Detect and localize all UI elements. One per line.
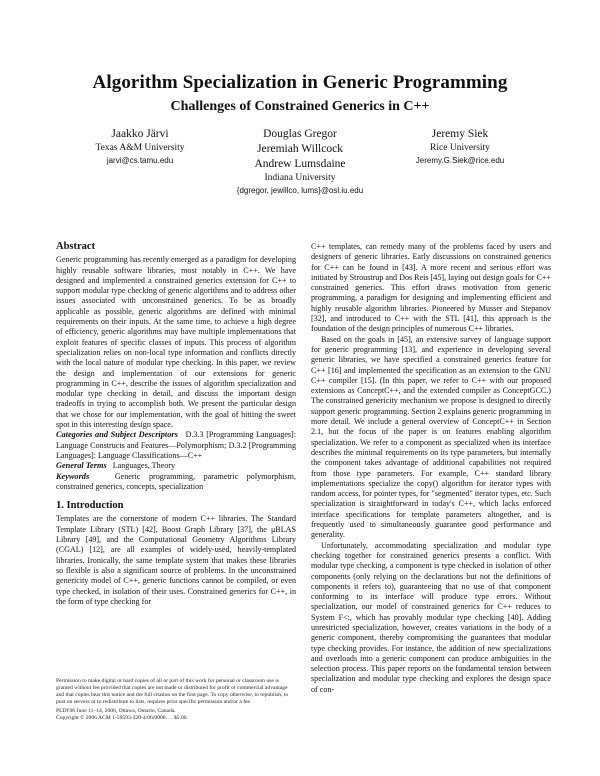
copyright-footnote (56, 678, 296, 722)
author-name: Jaakko Järvi (111, 128, 169, 140)
author-email: Jeremy.G.Siek@rice.edu (415, 155, 505, 165)
introduction-text: Templates are the cornerstone of modern C++ libraries. The Standard Template Library (STL) [42], Boost Graph Library [37], the μBLAS Library [49], and the Computational Geometry Algorithms Library (CGAL) [12], are all examples of widely-used, heavily-templated libraries. Ironically, the same template system that makes these libraries so flexible is also a significant source of problems. In the unconstrained genericity model of C++, generic functions cannot be compiled, or even type checked, in isolation of their uses. Constrained generics for C++, in the form of type checking for (56, 514, 296, 606)
abstract-heading: Abstract (56, 241, 96, 252)
author-block-2 (228, 127, 372, 197)
author-email: jarvi@cs.tamu.edu (106, 155, 174, 165)
author-block-3 (390, 127, 530, 167)
copyright-line: Copyright © 2006 ACM 1-59593-320-4/06/0006. . . $5.00. (56, 715, 188, 721)
general-terms-text: Languages, Theory (112, 461, 176, 471)
author-name: Douglas Gregor (263, 128, 337, 140)
keywords-text: Generic programming, parametric polymorphism, constrained generics, concepts, specialization (56, 471, 296, 491)
left-column (56, 242, 296, 607)
right-column (311, 242, 551, 695)
author-name: Jeremy Siek (431, 128, 489, 140)
categories-text: D.3.3 [Programming Languages]: Language Constructs and Features—Polymorphism; D.3.2 [Programming Languages]: Language Classifications—C++ (56, 430, 296, 460)
abstract-text: Generic programming has recently emerged as a paradigm for developing highly reusable software libraries, most notably in C++. We have designed and implemented a constrained generics extension for C++ to support modular type checking of generic algorithms and to address other issues associated with unconstrained generics. To be as broadly applicable as possible, generic algorithms are defined with minimal requirements on their inputs. At the same time, to achieve a high degree of efficiency, generic algorithms may have multiple implementations that exploit features of specific classes of inputs. This process of algorithm specialization relies on non-local type information and conflicts directly with the local nature of modular type checking. In this paper, we review the design and implementation of our extensions for generic programming in C++, describe the issues of algorithm specialization and modular type checking in detail, and discuss the important design tradeoffs in trying to accomplish both. We present the particular design that we chose for our implementation, with the goal of hitting the sweet spot in this interesting design space. (56, 255, 296, 430)
paper-title: Algorithm Specialization in Generic Programming (92, 72, 508, 93)
keywords-block (56, 472, 296, 493)
general-terms-block (56, 461, 296, 471)
author-name: Andrew Lumsdaine (254, 158, 346, 170)
right-paragraph-1: C++ templates, can remedy many of the problems faced by users and designers of generic libraries. Early discussions on constrained generics for C++ can be found in [43]. A more recent and serious effort was initiated by Stroustrup and Dos Reis [45], laying out design goals for C++ constrained generics. This effort draws motivation from generic programming, a paradigm for designing and implementing efficient and highly reusable algorithm libraries. Pioneered by Musser and Stepanov [32], and introduced to C++ with the STL [41], this approach is the foundation of the design principles of numerous C++ libraries. (311, 242, 552, 334)
author-name: Jeremiah Willcock (257, 143, 343, 155)
right-paragraph-3: Unfortunately, accommodating specialization and modular type checking together for constrained generics presents a conflict. With modular type checking, a component is type checked in isolation of other components (only relying on the declarations but not the definitions of components it refers to), guaranteeing that no use of that component conforming to its interface will produce type errors. Without specialization, our model of constrained generics for C++ reduces to System F<:, which has provably modular type checking [40]. Adding unrestricted specialization, however, creates variations in the body of a generic component, thereby compromising the guarantees that modular type checking provides. For instance, the addition of new specializations and overloads into a generic component can produce ambiguities in the selection process. This paper reports on the fundamental tension between specialization and modular type checking and explores the design space of con- (311, 540, 551, 694)
author-block-1 (70, 127, 210, 167)
categories-block (56, 430, 296, 461)
author-affiliation: Texas A&M University (95, 143, 185, 153)
introduction-heading: 1. Introduction (56, 500, 124, 512)
paper-subtitle: Challenges of Constrained Generics in C++ (170, 99, 430, 114)
general-terms-heading: General Terms (56, 461, 107, 471)
author-email: {dgregor, jewillco, lums}@osl.iu.edu (236, 185, 364, 195)
venue-line: PLDI'06 June 11–14, 2006, Ottawa, Ontario, Canada. (56, 708, 176, 714)
categories-heading: Categories and Subject Descriptors (56, 430, 178, 440)
author-affiliation: Rice University (430, 143, 490, 153)
author-affiliation: Indiana University (264, 173, 336, 183)
keywords-heading: Keywords (56, 471, 90, 481)
right-paragraph-2: Based on the goals in [45], an extensive survey of language support for generic programming [13], and experience in developing several generic libraries, we have specified a constrained generics feature for C++ [16] and implemented the specification as an extension to the GNU C++ compiler [15]. (In this paper, we refer to C++ with our proposed extensions as ConceptC++, and the extended compiler as ConceptGCC.) The constrained genericity mechanism we propose is designed to directly support generic programming. Section 2 explains generic programming in more detail. We include a general overview of ConceptC++ in Section 2.1, but the focus of the paper is on features enabling algorithm specialization. We refer to a component as specialized when its interface describes the minimal requirements on its type parameters, but internally the component takes advantage of additional capabilities not required from those type parameters. For example, C++ standard library implementations specialize the copy() algorithm for iterator types with random access, for pointer types, for "segmented" iterator types, etc. Such specialization is straightforward in today's C++, which lacks enforced interface specifications for template parameters altogether, and is frequently used to simultaneously guarantee good performance and generality. (311, 334, 551, 540)
permission-notice: Permission to make digital or hard copies of all or part of this work for personal or classroom use is granted without fee provided that copies are not made or distributed for profit or commercial advantage and that copies bear this notice and the full citation on the first page. To copy otherwise, to republish, to post on servers or to redistribute to lists, requires prior specific permission and/or a fee. (56, 678, 289, 705)
